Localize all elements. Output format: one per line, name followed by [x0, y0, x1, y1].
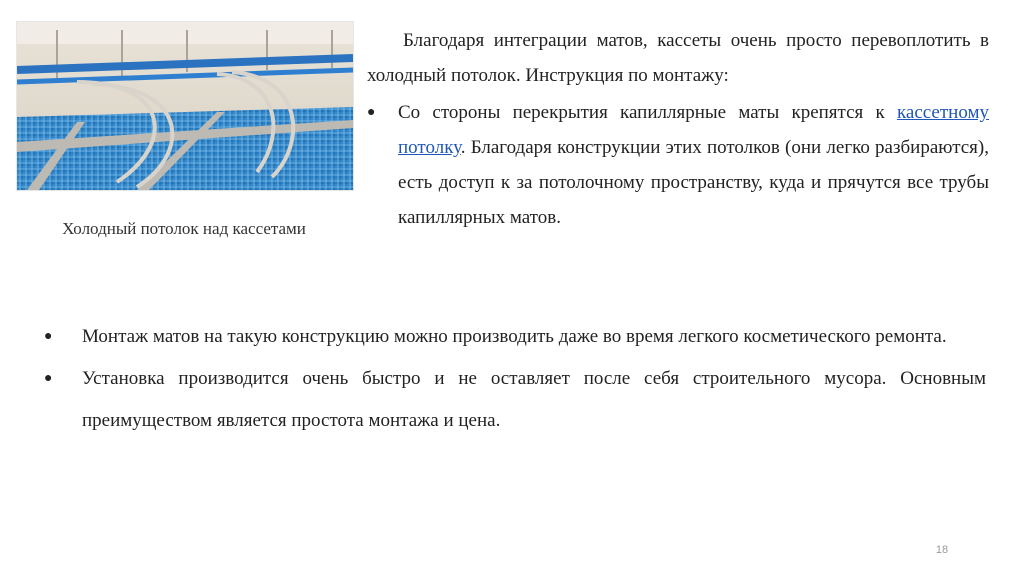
bullet-icon: ● — [367, 105, 376, 120]
bullet-text: Установка производится очень быстро и не оставляет после себя строительного мусора. Основным преимуществом является простота монтажа и цена. — [82, 368, 986, 431]
cassette-ceiling-link[interactable]: кассетному потолку — [398, 102, 989, 158]
page-number: 18 — [935, 544, 949, 556]
list-item — [44, 358, 986, 442]
bullet-icon: ● — [44, 371, 53, 386]
ceiling-photo — [16, 21, 354, 191]
right-text-block — [367, 23, 989, 235]
photo-caption: Холодный потолок над кассетами — [62, 219, 306, 238]
bullet-icon: ● — [44, 329, 53, 344]
bullet-text: Монтаж матов на такую конструкцию можно производить даже во время легкого косметического ремонта. — [82, 326, 947, 347]
bullet-text-end: . Благодаря конструкции этих потолков (они легко разбираются), есть доступ к за потолочному пространству, куда и прячутся все трубы капиллярных матов. — [398, 137, 989, 228]
bullet-text-start: Со стороны перекрытия капиллярные маты крепятся к — [398, 102, 897, 123]
intro-paragraph: Благодаря интеграции матов, кассеты очень просто перевоплотить в холодный потолок. Инструкция по монтажу: — [367, 30, 989, 86]
ceiling-photo-image — [17, 22, 353, 190]
list-item — [367, 95, 989, 235]
bottom-bullets — [44, 316, 986, 442]
list-item — [44, 316, 986, 358]
